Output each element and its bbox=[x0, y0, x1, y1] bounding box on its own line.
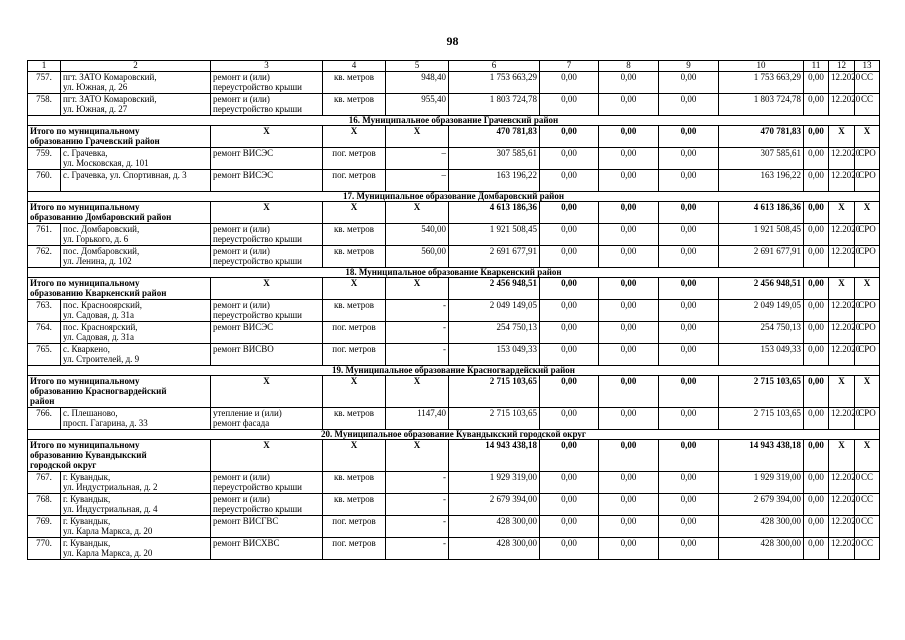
table-cell: 0,00 bbox=[659, 202, 719, 224]
table-cell: утепление и (или) ремонт фасада bbox=[211, 408, 323, 430]
table-cell: 0,00 bbox=[659, 494, 719, 516]
table-body bbox=[28, 61, 880, 560]
table-cell: 758. bbox=[28, 94, 61, 116]
table-cell: ремонт ВИСЭС bbox=[211, 170, 323, 192]
table-cell: 18. Муниципальное образование Кваркенский район bbox=[28, 268, 880, 278]
table-cell: ремонт ВИСГВС bbox=[211, 516, 323, 538]
table-cell: 955,40 bbox=[386, 94, 449, 116]
table-cell: 0,00 bbox=[804, 440, 829, 472]
table-cell: СС bbox=[855, 538, 880, 560]
table-cell: 2 715 103,65 bbox=[449, 376, 540, 408]
table-cell: Итого по муниципальному образованию Кувандыкский городской округ bbox=[28, 440, 211, 472]
table-cell: X bbox=[386, 126, 449, 148]
table-cell: X bbox=[829, 126, 855, 148]
table-cell: X bbox=[855, 278, 880, 300]
table-cell: 764. bbox=[28, 322, 61, 344]
table-cell: 0,00 bbox=[599, 376, 659, 408]
table-cell: ремонт и (или) переустройство крыши bbox=[211, 224, 323, 246]
table-cell: X bbox=[323, 202, 386, 224]
table-cell: 12.2020 bbox=[829, 300, 855, 322]
table-cell: пос. Красноярский, ул. Садовая, д. 31а bbox=[61, 322, 211, 344]
table-cell: 0,00 bbox=[804, 344, 829, 366]
table-cell: пос. Краснооярский, ул. Садовая, д. 31а bbox=[61, 300, 211, 322]
table-cell: 0,00 bbox=[659, 94, 719, 116]
table-cell: СРО bbox=[855, 224, 880, 246]
table-cell: 8 bbox=[599, 61, 659, 72]
table-cell: пгт. ЗАТО Комаровский, ул. Южная, д. 27 bbox=[61, 94, 211, 116]
table-cell: 163 196,22 bbox=[719, 170, 804, 192]
table-cell: 0,00 bbox=[804, 472, 829, 494]
table-cell: 470 781,83 bbox=[719, 126, 804, 148]
table-cell: 4 613 186,36 bbox=[449, 202, 540, 224]
table-cell: X bbox=[829, 440, 855, 472]
table-cell: 254 750,13 bbox=[449, 322, 540, 344]
table-cell: 0,00 bbox=[804, 494, 829, 516]
table-cell: 0,00 bbox=[659, 224, 719, 246]
table-cell: 0,00 bbox=[599, 126, 659, 148]
table-cell: 761. bbox=[28, 224, 61, 246]
table-cell: 2 715 103,65 bbox=[719, 376, 804, 408]
table-cell: 0,00 bbox=[540, 224, 599, 246]
table-cell: кв. метров bbox=[323, 494, 386, 516]
table-cell: 12.2020 bbox=[829, 516, 855, 538]
table-cell: 768. bbox=[28, 494, 61, 516]
table-cell: X bbox=[211, 376, 323, 408]
table-cell: 0,00 bbox=[540, 440, 599, 472]
table-cell: X bbox=[855, 440, 880, 472]
table-cell: X bbox=[855, 126, 880, 148]
table-cell: 0,00 bbox=[540, 300, 599, 322]
table-cell: 12.2020 bbox=[829, 94, 855, 116]
table-cell: СРО bbox=[855, 344, 880, 366]
table-cell: 0,00 bbox=[540, 278, 599, 300]
table-cell: СС bbox=[855, 494, 880, 516]
table-cell: 0,00 bbox=[599, 148, 659, 170]
table-cell: 763. bbox=[28, 300, 61, 322]
table-cell: - bbox=[386, 494, 449, 516]
table-cell: 6 bbox=[449, 61, 540, 72]
table-cell: 428 300,00 bbox=[719, 538, 804, 560]
table-cell: 0,00 bbox=[540, 494, 599, 516]
table-cell: 0,00 bbox=[659, 344, 719, 366]
table-cell: 0,00 bbox=[804, 322, 829, 344]
table-cell: 0,00 bbox=[599, 202, 659, 224]
table-cell: 1 753 663,29 bbox=[719, 72, 804, 94]
subtotal-row bbox=[28, 440, 880, 472]
table-cell: ремонт и (или) переустройство крыши bbox=[211, 94, 323, 116]
table-cell: 948,40 bbox=[386, 72, 449, 94]
table-cell: X bbox=[386, 440, 449, 472]
table-cell: 0,00 bbox=[540, 72, 599, 94]
table-cell: 0,00 bbox=[540, 472, 599, 494]
table-cell: 2 bbox=[61, 61, 211, 72]
table-cell: СРО bbox=[855, 148, 880, 170]
table-cell: 0,00 bbox=[540, 322, 599, 344]
table-cell: кв. метров bbox=[323, 224, 386, 246]
table-cell: 1 921 508,45 bbox=[449, 224, 540, 246]
table-cell: с. Грачевка, ул. Московская, д. 101 bbox=[61, 148, 211, 170]
table-cell: X bbox=[211, 440, 323, 472]
table-cell: 3 bbox=[211, 61, 323, 72]
table-cell: ремонт и (или) переустройство крыши bbox=[211, 246, 323, 268]
table-cell: СРО bbox=[855, 300, 880, 322]
table-cell: X bbox=[323, 440, 386, 472]
subtotal-row bbox=[28, 278, 880, 300]
table-cell: - bbox=[386, 344, 449, 366]
table-cell: с. Плешаново, просп. Гагарина, д. 33 bbox=[61, 408, 211, 430]
table-cell: пог. метров bbox=[323, 322, 386, 344]
table-cell: 11 bbox=[804, 61, 829, 72]
table-cell: 0,00 bbox=[540, 376, 599, 408]
table-cell: 0,00 bbox=[804, 126, 829, 148]
table-cell: СРО bbox=[855, 170, 880, 192]
table-cell: СС bbox=[855, 516, 880, 538]
table-cell: 0,00 bbox=[804, 202, 829, 224]
section-heading-row bbox=[28, 366, 880, 376]
table-cell: кв. метров bbox=[323, 246, 386, 268]
table-cell: - bbox=[386, 538, 449, 560]
table-cell: 12.2020 bbox=[829, 224, 855, 246]
table-cell: 2 049 149,05 bbox=[719, 300, 804, 322]
table-cell: 7 bbox=[540, 61, 599, 72]
subtotal-row bbox=[28, 376, 880, 408]
table-cell: Итого по муниципальному образованию Грачевский район bbox=[28, 126, 211, 148]
table-cell: ремонт и (или) переустройство крыши bbox=[211, 494, 323, 516]
table-cell: 0,00 bbox=[659, 148, 719, 170]
table-cell: 153 049,33 bbox=[449, 344, 540, 366]
table-cell: 759. bbox=[28, 148, 61, 170]
table-cell: 428 300,00 bbox=[449, 538, 540, 560]
table-cell: X bbox=[855, 376, 880, 408]
table-cell: кв. метров bbox=[323, 94, 386, 116]
table-cell: 0,00 bbox=[599, 300, 659, 322]
table-cell: 0,00 bbox=[540, 148, 599, 170]
table-cell: 20. Муниципальное образование Кувандыкский городской округ bbox=[28, 430, 880, 440]
table-cell: 9 bbox=[659, 61, 719, 72]
header-row bbox=[28, 61, 880, 72]
table-cell: 0,00 bbox=[804, 148, 829, 170]
table-cell: СС bbox=[855, 72, 880, 94]
table-cell: X bbox=[829, 376, 855, 408]
table-cell: 0,00 bbox=[599, 516, 659, 538]
table-cell: кв. метров bbox=[323, 408, 386, 430]
table-cell: 0,00 bbox=[540, 202, 599, 224]
table-cell: 12.2020 bbox=[829, 72, 855, 94]
table-cell: 5 bbox=[386, 61, 449, 72]
table-cell: пог. метров bbox=[323, 344, 386, 366]
table-cell: кв. метров bbox=[323, 300, 386, 322]
table-cell: 0,00 bbox=[659, 72, 719, 94]
table-row bbox=[28, 170, 880, 192]
table-cell: 0,00 bbox=[659, 126, 719, 148]
table-row bbox=[28, 148, 880, 170]
table-cell: ремонт и (или) переустройство крыши bbox=[211, 472, 323, 494]
table-cell: 0,00 bbox=[659, 472, 719, 494]
table-cell: 0,00 bbox=[599, 94, 659, 116]
table-cell: 0,00 bbox=[599, 440, 659, 472]
table-cell: 1 929 319,00 bbox=[449, 472, 540, 494]
section-heading-row bbox=[28, 430, 880, 440]
table-cell: 2 715 103,65 bbox=[719, 408, 804, 430]
table-cell: 0,00 bbox=[804, 224, 829, 246]
table-cell: 12.2020 bbox=[829, 170, 855, 192]
table-cell: 0,00 bbox=[540, 408, 599, 430]
table-row bbox=[28, 494, 880, 516]
capital-repair-table bbox=[27, 60, 880, 560]
table-cell: 2 456 948,51 bbox=[449, 278, 540, 300]
table-cell: 12.2020 bbox=[829, 148, 855, 170]
table-cell: 10 bbox=[719, 61, 804, 72]
table-cell: 163 196,22 bbox=[449, 170, 540, 192]
table-cell: 760. bbox=[28, 170, 61, 192]
table-cell: X bbox=[323, 376, 386, 408]
section-heading-row bbox=[28, 192, 880, 202]
table-cell: 0,00 bbox=[659, 516, 719, 538]
table-cell: 0,00 bbox=[599, 472, 659, 494]
table-cell: X bbox=[829, 202, 855, 224]
table-cell: 19. Муниципальное образование Красногвардейский район bbox=[28, 366, 880, 376]
table-row bbox=[28, 94, 880, 116]
table-cell: 0,00 bbox=[540, 344, 599, 366]
table-cell: 428 300,00 bbox=[449, 516, 540, 538]
table-cell: 0,00 bbox=[659, 170, 719, 192]
table-cell: - bbox=[386, 516, 449, 538]
table-row bbox=[28, 246, 880, 268]
table-cell: 0,00 bbox=[540, 126, 599, 148]
table-row bbox=[28, 516, 880, 538]
table-cell: кв. метров bbox=[323, 472, 386, 494]
table-cell: 0,00 bbox=[804, 408, 829, 430]
table-cell: пог. метров bbox=[323, 516, 386, 538]
table-cell: X bbox=[323, 278, 386, 300]
table-cell: 12.2020 bbox=[829, 494, 855, 516]
table-cell: 307 585,61 bbox=[449, 148, 540, 170]
table-cell: 0,00 bbox=[540, 246, 599, 268]
table-cell: X bbox=[386, 376, 449, 408]
section-heading-row bbox=[28, 268, 880, 278]
table-cell: 765. bbox=[28, 344, 61, 366]
table-cell: 12.2020 bbox=[829, 246, 855, 268]
table-cell: 0,00 bbox=[804, 72, 829, 94]
table-cell: X bbox=[386, 202, 449, 224]
table-cell: 1 921 508,45 bbox=[719, 224, 804, 246]
table-cell: 0,00 bbox=[599, 224, 659, 246]
table-cell: 1 bbox=[28, 61, 61, 72]
table-cell: 0,00 bbox=[659, 322, 719, 344]
table-cell: 0,00 bbox=[804, 538, 829, 560]
table-row bbox=[28, 72, 880, 94]
table-cell: 770. bbox=[28, 538, 61, 560]
table-cell: X bbox=[386, 278, 449, 300]
table-row bbox=[28, 322, 880, 344]
table-row bbox=[28, 224, 880, 246]
table-cell: 2 691 677,91 bbox=[449, 246, 540, 268]
table-cell: 769. bbox=[28, 516, 61, 538]
table-cell: Итого по муниципальному образованию Красногвардейский район bbox=[28, 376, 211, 408]
table-cell: 0,00 bbox=[804, 170, 829, 192]
table-cell: г. Кувандык, ул. Индустриальная, д. 4 bbox=[61, 494, 211, 516]
table-cell: г. Кувандык, ул. Карла Маркса, д. 20 bbox=[61, 516, 211, 538]
table-cell: 1 929 319,00 bbox=[719, 472, 804, 494]
table-cell: с. Кваркено, ул. Строителей, д. 9 bbox=[61, 344, 211, 366]
table-cell: СС bbox=[855, 472, 880, 494]
table-cell: пог. метров bbox=[323, 148, 386, 170]
table-cell: 0,00 bbox=[659, 246, 719, 268]
table-cell: г. Кувандык, ул. Карла Маркса, д. 20 bbox=[61, 538, 211, 560]
table-cell: 0,00 bbox=[599, 278, 659, 300]
table-cell: 0,00 bbox=[599, 344, 659, 366]
table-cell: 767. bbox=[28, 472, 61, 494]
table-cell: 0,00 bbox=[599, 494, 659, 516]
table-cell: 2 679 394,00 bbox=[449, 494, 540, 516]
table-cell: 0,00 bbox=[540, 538, 599, 560]
table-cell: ремонт ВИСВО bbox=[211, 344, 323, 366]
table-cell: 12.2020 bbox=[829, 538, 855, 560]
table-cell: пос. Домбаровский, ул. Ленина, д. 102 bbox=[61, 246, 211, 268]
table-cell: пос. Домбаровский, ул. Горького, д. 6 bbox=[61, 224, 211, 246]
table-cell: 0,00 bbox=[804, 94, 829, 116]
table-cell: г. Кувандык, ул. Индустриальная, д. 2 bbox=[61, 472, 211, 494]
table-cell: 13 bbox=[855, 61, 880, 72]
table-cell: X bbox=[211, 126, 323, 148]
table-cell: 0,00 bbox=[804, 300, 829, 322]
table-cell: 4 bbox=[323, 61, 386, 72]
table-row bbox=[28, 538, 880, 560]
table-cell: пгт. ЗАТО Комаровский, ул. Южная, д. 26 bbox=[61, 72, 211, 94]
table-cell: 12.2020 bbox=[829, 322, 855, 344]
table-cell: 254 750,13 bbox=[719, 322, 804, 344]
table-cell: 153 049,33 bbox=[719, 344, 804, 366]
table-cell: 560,00 bbox=[386, 246, 449, 268]
table-cell: 0,00 bbox=[804, 516, 829, 538]
table-cell: ремонт ВИСЭС bbox=[211, 322, 323, 344]
table-cell: Итого по муниципальному образованию Домбаровский район bbox=[28, 202, 211, 224]
table-cell: ремонт и (или) переустройство крыши bbox=[211, 300, 323, 322]
table-cell: X bbox=[211, 202, 323, 224]
table-cell: 2 715 103,65 bbox=[449, 408, 540, 430]
table-cell: 766. bbox=[28, 408, 61, 430]
section-heading-row bbox=[28, 116, 880, 126]
table-cell: 0,00 bbox=[540, 516, 599, 538]
subtotal-row bbox=[28, 202, 880, 224]
table-cell: 14 943 438,18 bbox=[719, 440, 804, 472]
table-cell: 1147,40 bbox=[386, 408, 449, 430]
table-cell: - bbox=[386, 322, 449, 344]
table-cell: 540,00 bbox=[386, 224, 449, 246]
table-cell: 470 781,83 bbox=[449, 126, 540, 148]
table-cell: 1 803 724,78 bbox=[449, 94, 540, 116]
table-cell: X bbox=[211, 278, 323, 300]
table-cell: СРО bbox=[855, 246, 880, 268]
table-cell: 2 456 948,51 bbox=[719, 278, 804, 300]
table-cell: - bbox=[386, 472, 449, 494]
table-cell: X bbox=[323, 126, 386, 148]
table-cell: 0,00 bbox=[599, 72, 659, 94]
table-cell: X bbox=[829, 278, 855, 300]
table-cell: 12.2020 bbox=[829, 344, 855, 366]
table-cell: – bbox=[386, 148, 449, 170]
table-cell: 0,00 bbox=[659, 278, 719, 300]
table-cell: Итого по муниципальному образованию Кваркенский район bbox=[28, 278, 211, 300]
table-row bbox=[28, 408, 880, 430]
table-cell: 1 753 663,29 bbox=[449, 72, 540, 94]
table-cell: 0,00 bbox=[540, 170, 599, 192]
table-cell: 12.2020 bbox=[829, 408, 855, 430]
table-cell: 0,00 bbox=[659, 300, 719, 322]
table-row bbox=[28, 472, 880, 494]
table-cell: 0,00 bbox=[599, 322, 659, 344]
table-row bbox=[28, 344, 880, 366]
table-cell: 14 943 438,18 bbox=[449, 440, 540, 472]
table-cell: - bbox=[386, 300, 449, 322]
table-cell: 0,00 bbox=[599, 408, 659, 430]
table-cell: 0,00 bbox=[540, 94, 599, 116]
subtotal-row bbox=[28, 126, 880, 148]
table-cell: 0,00 bbox=[804, 246, 829, 268]
table-cell: 0,00 bbox=[599, 170, 659, 192]
table-cell: 17. Муниципальное образование Домбаровский район bbox=[28, 192, 880, 202]
table-cell: 12.2020 bbox=[829, 472, 855, 494]
table-cell: 0,00 bbox=[599, 538, 659, 560]
table-cell: 757. bbox=[28, 72, 61, 94]
table-cell: 0,00 bbox=[659, 408, 719, 430]
table-cell: 12 bbox=[829, 61, 855, 72]
table-cell: ремонт ВИСЭС bbox=[211, 148, 323, 170]
table-cell: СРО bbox=[855, 322, 880, 344]
table-cell: 307 585,61 bbox=[719, 148, 804, 170]
table-cell: пог. метров bbox=[323, 170, 386, 192]
table-cell: 0,00 bbox=[659, 538, 719, 560]
table-cell: 2 049 149,05 bbox=[449, 300, 540, 322]
table-cell: – bbox=[386, 170, 449, 192]
table-cell: 1 803 724,78 bbox=[719, 94, 804, 116]
table-cell: СС bbox=[855, 94, 880, 116]
table-cell: ремонт ВИСХВС bbox=[211, 538, 323, 560]
table-cell: X bbox=[855, 202, 880, 224]
table-cell: 2 679 394,00 bbox=[719, 494, 804, 516]
table-cell: СРО bbox=[855, 408, 880, 430]
table-cell: ремонт и (или) переустройство крыши bbox=[211, 72, 323, 94]
table-cell: 0,00 bbox=[804, 278, 829, 300]
table-cell: с. Грачевка, ул. Спортивная, д. 3 bbox=[61, 170, 211, 192]
page-number: 98 bbox=[446, 34, 459, 48]
table-cell: 0,00 bbox=[599, 246, 659, 268]
table-cell: 4 613 186,36 bbox=[719, 202, 804, 224]
table-cell: пог. метров bbox=[323, 538, 386, 560]
table-cell: 16. Муниципальное образование Грачевский район bbox=[28, 116, 880, 126]
table-cell: 762. bbox=[28, 246, 61, 268]
table-cell: кв. метров bbox=[323, 72, 386, 94]
table-cell: 0,00 bbox=[659, 440, 719, 472]
table-cell: 2 691 677,91 bbox=[719, 246, 804, 268]
table-cell: 0,00 bbox=[659, 376, 719, 408]
table-row bbox=[28, 300, 880, 322]
table-cell: 0,00 bbox=[804, 376, 829, 408]
table-cell: 428 300,00 bbox=[719, 516, 804, 538]
